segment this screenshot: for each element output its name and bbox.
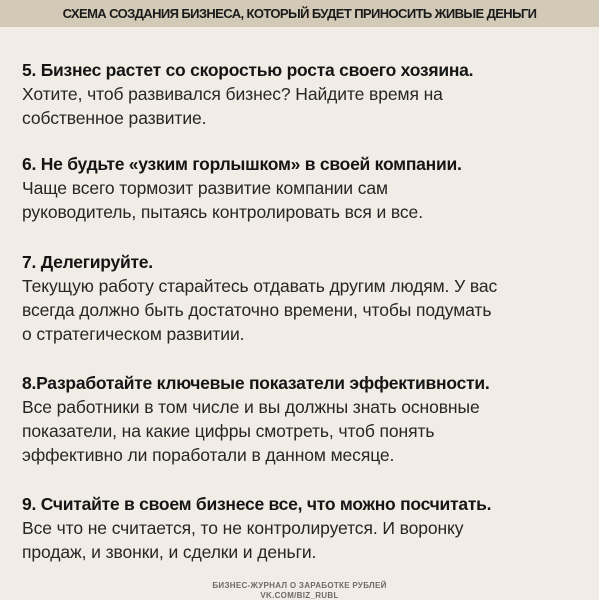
body-line: всегда должно быть достаточно времени, чтобы подумать: [22, 300, 492, 321]
section-8: [22, 371, 582, 468]
section-body: [22, 176, 582, 224]
body-line: Хотите, чтоб развивался бизнес? Найдите время на: [22, 84, 443, 104]
section-5: [22, 58, 582, 130]
footer-link: VK.COM/BIZ_RUBL: [260, 591, 339, 600]
footer-watermark: [0, 581, 599, 600]
body-line: эффективно ли поработали в данном месяце.: [22, 445, 395, 466]
section-title: 8.Разработайте ключевые показатели эффективности.: [22, 373, 490, 393]
body-line: собственное развитие.: [22, 108, 207, 129]
section-body: [22, 516, 582, 564]
section-body: [22, 395, 582, 468]
section-body: [22, 274, 582, 347]
body-line: продаж, и звонки, и сделки и деньги.: [22, 542, 317, 563]
section-6: [22, 152, 582, 224]
body-line: руководитель, пытаясь контролировать вся и все.: [22, 202, 423, 223]
body-line: Все что не считается, то не контролируется. И воронку: [22, 518, 464, 538]
section-9: [22, 492, 582, 564]
body-line: Чаще всего тормозит развитие компании сам: [22, 178, 388, 198]
section-title: 9. Считайте в своем бизнесе все, что можно посчитать.: [22, 494, 492, 514]
body-line: Все работники в том числе и вы должны знать основные: [22, 397, 480, 417]
section-body: [22, 82, 582, 130]
section-title: 7. Делегируйте.: [22, 252, 153, 272]
page-title: СХЕМА СОЗДАНИЯ БИЗНЕСА, КОТОРЫЙ БУДЕТ ПРИНОСИТЬ ЖИВЫЕ ДЕНЬГИ: [62, 6, 537, 21]
section-7: [22, 250, 582, 347]
body-line: о стратегическом развитии.: [22, 324, 245, 345]
section-title: 5. Бизнес растет со скоростью роста своего хозяина.: [22, 60, 474, 80]
section-title: 6. Не будьте «узким горлышком» в своей компании.: [22, 154, 462, 174]
body-line: показатели, на какие цифры смотреть, чтоб понять: [22, 421, 435, 442]
body-line: Текущую работу старайтесь отдавать другим людям. У вас: [22, 276, 498, 296]
footer-journal-name: БИЗНЕС-ЖУРНАЛ О ЗАРАБОТКЕ РУБЛЕЙ: [212, 581, 387, 590]
